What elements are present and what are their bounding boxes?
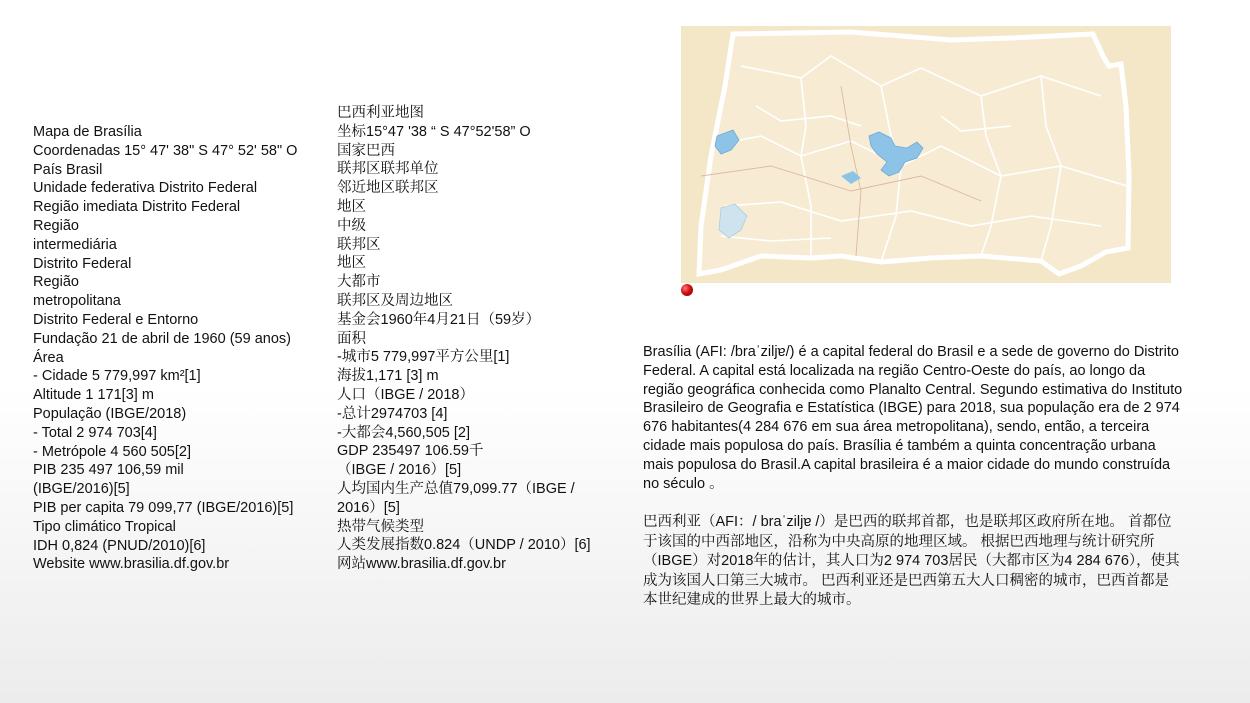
infobox-chinese <box>337 104 637 574</box>
description-chinese: 巴西利亚（AFI：/ braˈziljɐ /）是巴西的联邦首都，也是联邦区政府所在地。 首都位于该国的中西部地区，沿称为中央高原的地理区域。 根据巴西地理与统计研究所（IBGE）对2018年的估计，其人口为2 974 703居民（大都市区为4 284 676），使其成为该国人口第三大城市。 巴西利亚还是巴西第五大人口稠密的城市，巴西首都是本世纪建成的世界上最大的城市。 <box>643 514 1180 608</box>
infobox-pt-line: metropolitana <box>33 293 121 310</box>
infobox-zh-line: 邻近地区联邦区 <box>337 180 439 197</box>
infobox-pt-line: Unidade federativa Distrito Federal <box>33 180 258 197</box>
infobox-pt-line: Tipo climático Tropical <box>33 518 176 535</box>
brasilia-map <box>681 26 1171 283</box>
infobox-pt-line: Website www.brasilia.df.gov.br <box>33 556 230 573</box>
infobox-zh-line: 地区 <box>337 198 366 215</box>
infobox-pt-line: Área <box>33 349 64 366</box>
infobox-pt-line: - Total 2 974 703[4] <box>33 424 157 441</box>
infobox-pt-line: País Brasil <box>33 161 103 178</box>
infobox-pt-line: intermediária <box>33 236 117 253</box>
infobox-zh-line: 联邦区及周边地区 <box>337 292 453 309</box>
infobox-zh-line: 大都市 <box>337 274 381 291</box>
infobox-zh-line: -总计2974703 [4] <box>337 405 448 422</box>
infobox-zh-line: 地区 <box>337 255 366 272</box>
infobox-zh-line: 人类发展指数0.824（UNDP / 2010）[6] <box>337 537 591 554</box>
infobox-pt-line: Região <box>33 274 79 291</box>
infobox-pt-line: Altitude 1 171[3] m <box>33 387 154 404</box>
infobox-zh-line: 网站www.brasilia.df.gov.br <box>337 556 506 573</box>
infobox-pt-line: Coordenadas 15° 47' 38" S 47° 52' 58" O <box>33 142 298 159</box>
infobox-pt-line: Região imediata Distrito Federal <box>33 199 241 216</box>
infobox-zh-line: 海拔1,171 [3] m <box>337 368 439 385</box>
infobox-zh-line: 基金会1960年4月21日（59岁） <box>337 311 541 328</box>
map-graphic <box>681 26 1171 283</box>
description-portuguese: Brasília (AFI: /braˈziljɐ/) é a capital federal do Brasil e a sede de governo do Distrito Federal. A capital está localizada na região Centro-Oeste do país, ao longo da região geográfica conhecida como Planalto Central. Segundo estimativa do Instituto Brasileiro de Geografia e Estatística (IBGE) para 2018, sua população era de 2 974 676 habitantes(4 284 676 em sua área metropolitana), sendo, então, a terceira cidade mais populosa do país. Brasília é também a quinta concentração urbana mais populosa do Brasil.A capital brasileira é a maior cidade do mundo construída no século 。 <box>643 344 1183 492</box>
location-marker-dot <box>681 284 693 296</box>
infobox-pt-line: Distrito Federal e Entorno <box>33 311 199 328</box>
infobox-zh-line: 面积 <box>337 330 366 347</box>
infobox-pt-line: - Metrópole 4 560 505[2] <box>33 443 191 460</box>
infobox-pt-line: - Cidade 5 779,997 km²[1] <box>33 368 201 385</box>
infobox-zh-line: 人均国内生产总值79,099.77（IBGE / <box>337 480 575 497</box>
infobox-portuguese <box>33 123 333 574</box>
infobox-zh-line: 人口（IBGE / 2018） <box>337 386 474 403</box>
infobox-zh-line: 巴西利亚地图 <box>337 105 424 121</box>
infobox-pt-line: População (IBGE/2018) <box>33 405 187 422</box>
infobox-pt-line: IDH 0,824 (PNUD/2010)[6] <box>33 537 206 554</box>
infobox-pt-line: Distrito Federal <box>33 255 132 272</box>
infobox-zh-line: GDP 235497 106.59千 <box>337 443 484 460</box>
infobox-pt-line: Região <box>33 217 79 234</box>
infobox-zh-line: 国家巴西 <box>337 142 395 159</box>
infobox-zh-line: 2016）[5] <box>337 499 400 516</box>
infobox-pt-line: Fundação 21 de abril de 1960 (59 anos) <box>33 330 291 347</box>
infobox-pt-line: PIB per capita 79 099,77 (IBGE/2016)[5] <box>33 499 294 516</box>
infobox-zh-line: -大都会4,560,505 [2] <box>337 424 470 441</box>
infobox-zh-line: 坐标15°47 '38 “ S 47°52'58” O <box>337 123 531 140</box>
infobox-zh-line: （IBGE / 2016）[5] <box>337 462 462 479</box>
infobox-pt-line: Mapa de Brasília <box>33 124 142 140</box>
infobox-pt-line: PIB 235 497 106,59 mil <box>33 462 184 479</box>
infobox-zh-line: 联邦区 <box>337 236 381 253</box>
infobox-pt-line: (IBGE/2016)[5] <box>33 481 130 498</box>
infobox-zh-line: 热带气候类型 <box>337 518 424 535</box>
infobox-zh-line: 中级 <box>337 217 366 234</box>
infobox-zh-line: -城市5 779,997平方公里[1] <box>337 349 510 366</box>
infobox-zh-line: 联邦区联邦单位 <box>337 161 439 178</box>
